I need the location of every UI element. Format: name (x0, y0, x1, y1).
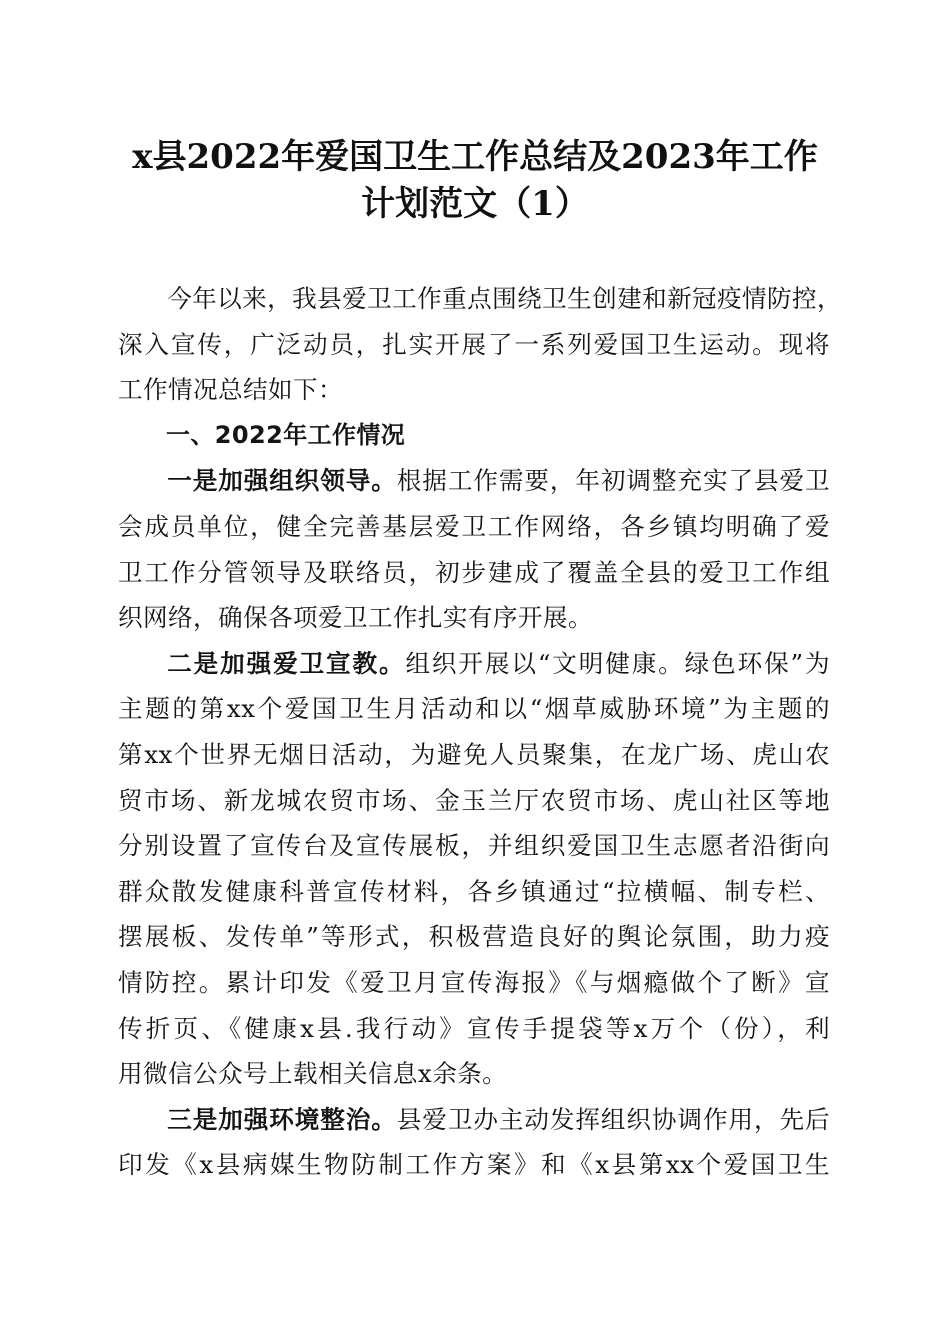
paragraph-line: 织网络，确保各项爱卫工作扎实有序开展。 (118, 603, 593, 633)
intro-line: 深入宣传，广泛动员，扎实开展了一系列爱国卫生运动。现将 (118, 329, 830, 359)
document-body (118, 276, 843, 1188)
paragraph-environment (118, 1097, 830, 1188)
paragraph-line: 贸市场、新龙城农贸市场、金玉兰厅农贸市场、虎山社区等地 (118, 785, 830, 815)
paragraph-line: 分别设置了宣传台及宣传展板，并组织爱国卫生志愿者沿街向 (118, 831, 830, 861)
paragraph-line: 印发《x县病媒生物防制工作方案》和《x县第xx个爱国卫生 (118, 1150, 830, 1180)
title-line-2: 计划范文（1） (361, 184, 589, 224)
paragraph-organization (118, 458, 830, 640)
paragraph-publicity (118, 641, 830, 1097)
paragraph-lead: 一是加强组织领导。 (167, 466, 397, 496)
paragraph-line: 第xx个世界无烟日活动，为避免人员聚集，在龙广场、虎山农 (118, 739, 830, 769)
paragraph-line: 主题的第xx个爱国卫生月活动和以“烟草威胁环境”为主题的 (118, 694, 830, 724)
intro-line: 今年以来，我县爱卫工作重点围绕卫生创建和新冠疫情防控， (167, 284, 843, 313)
paragraph-line: 传折页、《健康x县.我行动》宣传手提袋等x万个（份），利 (118, 1013, 830, 1043)
paragraph-line: 三是加强环境整治。县爱卫办主动发挥组织协调作用，先后 (167, 1104, 830, 1134)
intro-line: 工作情况总结如下： (118, 375, 343, 405)
paragraph-line: 会成员单位，健全完善基层爱卫工作网络，各乡镇均明确了爱 (118, 511, 830, 541)
paragraph-line: 一是加强组织领导。根据工作需要，年初调整充实了县爱卫 (167, 466, 830, 496)
document-title (100, 134, 850, 228)
title-line-1: x县2022年爱国卫生工作总结及2023年工作 (132, 137, 818, 177)
paragraph-line: 群众散发健康科普宣传材料，各乡镇通过“拉横幅、制专栏、 (118, 876, 830, 906)
paragraph-lead: 二是加强爱卫宣教。 (167, 648, 406, 678)
section-heading: 一、2022年工作情况 (166, 420, 406, 449)
intro-paragraph (118, 276, 843, 413)
paragraph-lead: 三是加强环境整治。 (167, 1104, 397, 1134)
paragraph-line: 情防控。累计印发《爱卫月宣传海报》《与烟瘾做个了断》宣 (118, 967, 830, 997)
paragraph-line: 二是加强爱卫宣教。组织开展以“文明健康。绿色环保”为 (167, 648, 830, 678)
paragraph-line: 摆展板、发传单”等形式，积极营造良好的舆论氛围，助力疫 (118, 922, 830, 952)
paragraph-line: 用微信公众号上载相关信息x余条。 (118, 1059, 508, 1089)
paragraph-line: 卫工作分管领导及联络员，初步建成了覆盖全县的爱卫工作组 (118, 557, 830, 587)
